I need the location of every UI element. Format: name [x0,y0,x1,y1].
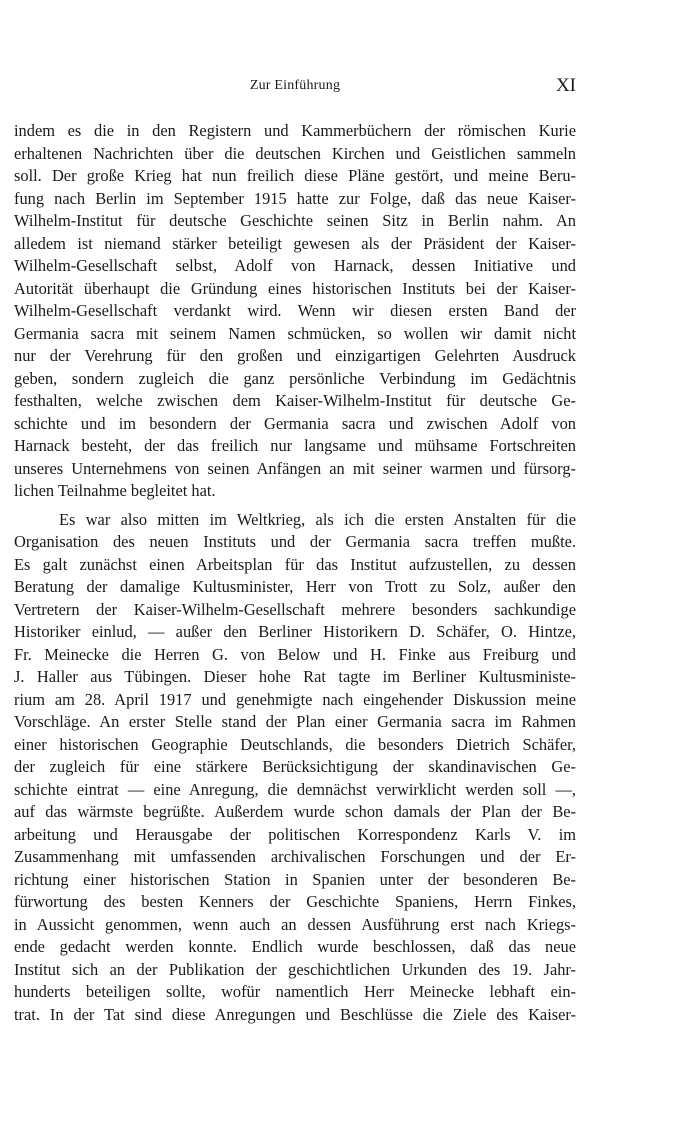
text-line: festhalten, welche zwischen dem Kaiser-Wilhelm-Institut für deutsche Ge- [14,391,576,410]
text-line: Wilhelm-Gesellschaft verdankt wird. Wenn wir diesen ersten Band der [14,301,576,320]
text-line: schichte eintrat — eine Anregung, die demnächst verwirklicht werden soll —, [14,779,576,799]
text-line: Organisation des neuen Instituts und der Germania sacra treffen mußte. [14,532,576,551]
text-line: Institut sich an der Publikation der geschichtlichen Urkunden des 19. Jahr- [14,959,576,979]
text-line: ende gedacht werden konnte. Endlich wurde beschlossen, daß das neue [14,937,576,956]
text-line: Autorität überhaupt die Gründung eines historischen Instituts bei der Kaiser- [14,278,576,298]
text-line: der zugleich für eine stärkere Berücksichtigung der skandinavischen Ge- [14,757,576,776]
text-line: Wilhelm-Institut für deutsche Geschichte seinen Sitz in Berlin nahm. An [14,211,576,230]
text-line: fürwortung des besten Kenners der Geschichte Spaniens, Herrn Finkes, [14,892,576,911]
text-line: Vorschläge. An erster Stelle stand der Plan einer Germania sacra im Rahmen [14,712,576,731]
text-line: hunderts beteiligen sollte, wofür namentlich Herr Meinecke lebhaft ein- [14,982,576,1001]
text-line: nur der Verehrung für den großen und einzigartigen Gelehrten Ausdruck [14,346,576,365]
text-line: auf das wärmste begrüßte. Außerdem wurde schon damals der Plan der Be- [14,802,576,821]
page-header [14,75,576,100]
text-line: indem es die in den Registern und Kammerbüchern der römischen Kurie [14,121,576,140]
text-line: soll. Der große Krieg hat nun freilich diese Pläne gestört, und meine Beru- [14,166,576,185]
paragraph-2 [14,509,576,1027]
text-line: richtung einer historischen Station in Spanien unter der besonderen Be- [14,869,576,889]
text-line: Wilhelm-Gesellschaft selbst, Adolf von Harnack, dessen Initiative und [14,256,576,275]
text-line: alledem ist niemand stärker beteiligt gewesen als der Präsident der Kaiser- [14,233,576,253]
body-text [14,120,576,1026]
paragraph-1 [14,120,576,503]
text-line: arbeitung und Herausgabe der politischen Korrespondenz Karls V. im [14,824,576,844]
text-line: fung nach Berlin im September 1915 hatte zur Folge, daß das neue Kaiser- [14,188,576,208]
text-line: unseres Unternehmens von seinen Anfängen an mit seiner warmen und fürsorg- [14,458,576,478]
text-line: Vertretern der Kaiser-Wilhelm-Gesellschaft mehrere besonders sachkundige [14,599,576,619]
page-number: XI [555,75,576,96]
text-line: Harnack besteht, der das freilich nur langsame und mühsame Fortschreiten [14,436,576,455]
text-line: erhaltenen Nachrichten über die deutschen Kirchen und Geistlichen sammeln [14,143,576,163]
text-line: in Aussicht genommen, wenn auch an dessen Ausführung erst nach Kriegs- [14,914,576,934]
text-line: trat. In der Tat sind diese Anregungen und Beschlüsse die Ziele des Kaiser- [14,1004,576,1024]
text-line: Es war also mitten im Weltkrieg, als ich die ersten Anstalten für die [59,509,576,529]
text-line: Beratung der damalige Kultusminister, Herr von Trott zu Solz, außer den [14,577,576,596]
text-line: geben, sondern zugleich die ganz persönliche Verbindung im Gedächtnis [14,368,576,388]
text-line: schichte und im besondern der Germania sacra und zwischen Adolf von [14,413,576,433]
text-line: Germania sacra mit seinem Namen schmücken, so wollen wir damit nicht [14,323,576,343]
text-line: lichen Teilnahme begleitet hat. [14,481,216,500]
text-line: rium am 28. April 1917 und genehmigte nach eingehender Diskussion meine [14,689,576,709]
text-line: Fr. Meinecke die Herren G. von Below und H. Finke aus Freiburg und [14,644,576,664]
text-line: Zusammenhang mit umfassenden archivalischen Forschungen und der Er- [14,847,576,866]
text-line: Es galt zunächst einen Arbeitsplan für das Institut aufzustellen, zu dessen [14,554,576,574]
text-line: einer historischen Geographie Deutschlands, die besonders Dietrich Schäfer, [14,734,576,754]
text-line: Historiker einlud, — außer den Berliner Historikern D. Schäfer, O. Hintze, [14,622,576,641]
text-line: J. Haller aus Tübingen. Dieser hohe Rat tagte im Berliner Kultusministe- [14,667,576,686]
running-title: Zur Einführung [249,78,341,93]
